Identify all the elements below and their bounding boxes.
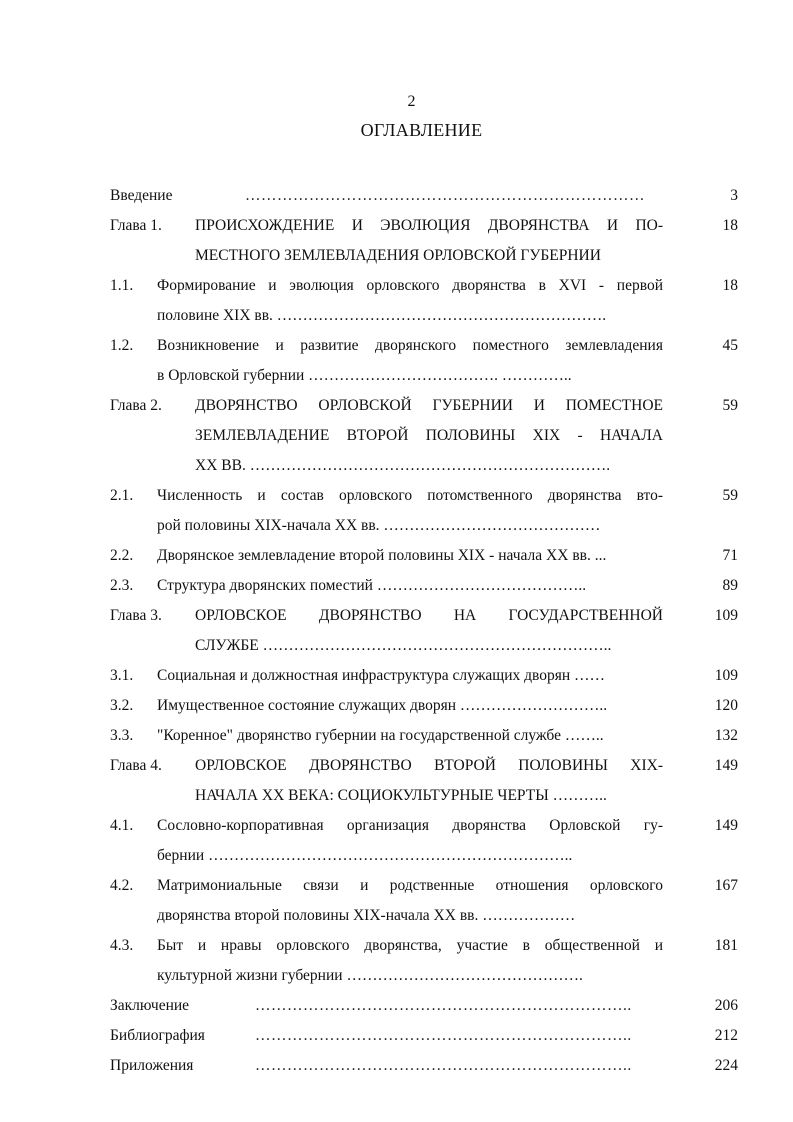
toc-entry-text: …………………………………………………………….. [255,1057,632,1074]
toc-entry-text: рой половины XIX-начала XX вв. …………………………………… [157,517,601,534]
toc-entry-text: XX ВВ. ……………………………………………………………. [195,457,611,474]
toc-page-number: 120 [714,697,738,714]
toc-label: 3.1. [110,667,134,684]
toc-entry-text: Быт и нравы орловского дворянства, участие в общественной и [157,937,663,954]
toc-row [110,601,738,631]
toc-entry-text: МЕСТНОГО ЗЕМЛЕВЛАДЕНИЯ ОРЛОВСКОЙ ГУБЕРНИИ [195,247,601,264]
toc-label: 1.2. [110,337,134,354]
toc-label: Приложения [110,1057,194,1074]
toc-entry-text: …………………………………………………………….. [255,997,632,1014]
toc-row [110,1051,738,1081]
toc-label: Глава 3. [110,607,162,624]
toc-entry-text: Возникновение и развитие дворянского поместного землевладения [157,337,663,354]
toc-row [110,511,738,541]
toc-label: 2.2. [110,547,134,564]
toc-row [110,721,738,751]
toc-row [110,271,738,301]
toc-entry-text: Формирование и эволюция орловского дворянства в XVI - первой [157,277,663,294]
toc-row [110,691,738,721]
toc-page-number: 18 [722,217,738,234]
toc-label: 3.2. [110,697,134,714]
toc-label: 4.3. [110,937,134,954]
toc-page-number: 109 [714,667,738,684]
toc-entry-text: бернии …………………………………………………………….. [157,847,573,864]
toc-page-number: 224 [714,1057,738,1074]
toc-entry-text: …………………………………………………………….. [255,1027,632,1044]
toc-entry-text: Социальная и должностная инфраструктура служащих дворян …… [157,667,606,684]
toc-entry-text: Дворянское землевладение второй половины XIX - начала XX вв. ... [157,547,607,564]
toc-row [110,901,738,931]
toc-entry-text: половине XIX вв. ………………………………………………………. [157,307,607,324]
toc-entry-text: ДВОРЯНСТВО ОРЛОВСКОЙ ГУБЕРНИИ И ПОМЕСТНОЕ [195,397,663,414]
toc-row [110,841,738,871]
toc-label: Глава 4. [110,757,162,774]
toc-entry-text: ОРЛОВСКОЕ ДВОРЯНСТВО НА ГОСУДАРСТВЕННОЙ [195,607,663,624]
toc-row [110,631,738,661]
toc-entry-text: Имущественное состояние служащих дворян ……………………….. [157,697,608,714]
toc-label: 4.1. [110,817,134,834]
toc-row [110,961,738,991]
toc-page-number: 212 [714,1027,738,1044]
toc-row [110,991,738,1021]
toc-page-number: 132 [714,727,738,744]
toc-entry-text: дворянства второй половины XIX-начала XX вв. ……………… [157,907,576,924]
toc-entry-text: Структура дворянских поместий ………………………………….. [157,577,587,594]
toc-page-number: 18 [722,277,738,294]
toc-row [110,241,738,271]
toc-row [110,781,738,811]
toc-label: 2.1. [110,487,134,504]
toc-entry-text: "Коренное" дворянство губернии на государственной службе …….. [157,727,604,744]
toc-page-number: 59 [722,487,738,504]
toc-entry-text: Матримониальные связи и родственные отношения орловского [157,877,663,894]
toc-page-number: 206 [714,997,738,1014]
toc-label: 4.2. [110,877,134,894]
toc-row [110,751,738,781]
toc-entry-text: СЛУЖБЕ ………………………………………………………….. [195,637,612,654]
toc-page-number: 181 [714,937,738,954]
toc-row [110,421,738,451]
toc-row [110,811,738,841]
toc-row [110,871,738,901]
page-number: 2 [407,93,416,110]
toc-row [110,1021,738,1051]
toc-page-number: 59 [722,397,738,414]
toc-label: Глава 1. [110,217,162,234]
toc-page-number: 149 [714,757,738,774]
toc-label: Введение [110,187,173,204]
toc-label: Глава 2. [110,397,162,414]
toc-row [110,541,738,571]
page-title: ОГЛАВЛЕНИЕ [360,120,483,140]
toc-page-number: 149 [714,817,738,834]
toc-entry-text: ПРОИСХОЖДЕНИЕ И ЭВОЛЮЦИЯ ДВОРЯНСТВА И ПО- [195,217,663,234]
toc-entry-text: в Орловской губернии ………………………………. ………….. [157,367,572,384]
toc-entry-text: культурной жизни губернии ………………………………………. [157,967,583,984]
toc-entry-text: ………………………………………………………………… [245,187,645,204]
toc-row [110,301,738,331]
toc-row [110,931,738,961]
toc-row [110,361,738,391]
toc-label: Библиография [110,1027,205,1044]
toc-page-number: 167 [714,877,738,894]
toc-entry-text: Сословно-корпоративная организация дворянства Орловской гу- [157,817,663,834]
toc-label: Заключение [110,997,190,1014]
toc-page-number: 89 [722,577,738,594]
toc-row [110,451,738,481]
toc-row [110,661,738,691]
toc-label: 1.1. [110,277,134,294]
toc-page-number: 71 [722,547,738,564]
toc-row [110,481,738,511]
toc-row [110,391,738,421]
toc-page-number: 3 [730,187,738,204]
toc-row [110,211,738,241]
toc-row [110,331,738,361]
toc-label: 2.3. [110,577,134,594]
toc-entry-text: Численность и состав орловского потомственного дворянства вто- [157,487,663,504]
toc-row [110,571,738,601]
toc-page-number: 109 [714,607,738,624]
toc-page-number: 45 [722,337,738,354]
toc-label: 3.3. [110,727,134,744]
toc-row [110,181,738,211]
toc-entry-text: НАЧАЛА XX ВЕКА: СОЦИОКУЛЬТУРНЫЕ ЧЕРТЫ ……….. [195,787,607,804]
toc-entry-text: ЗЕМЛЕВЛАДЕНИЕ ВТОРОЙ ПОЛОВИНЫ XIX - НАЧАЛА [195,427,663,444]
toc-entry-text: ОРЛОВСКОЕ ДВОРЯНСТВО ВТОРОЙ ПОЛОВИНЫ XIX- [195,757,663,774]
